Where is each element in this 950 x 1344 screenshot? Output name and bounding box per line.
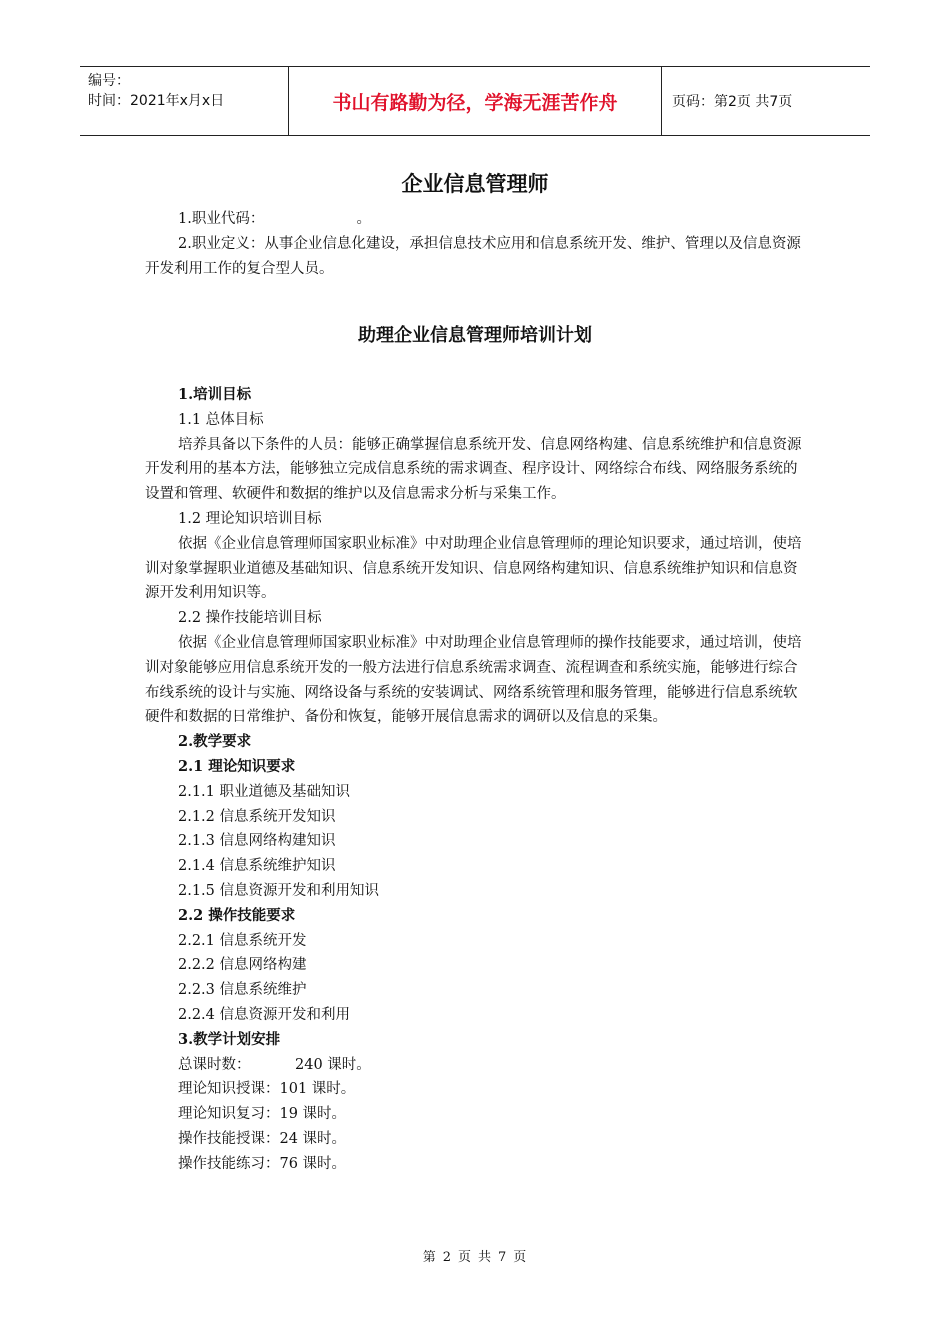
schedule-label: 操作技能练习：: [178, 1155, 280, 1172]
section-2-1-heading: 2.1 理论知识要求: [178, 757, 296, 775]
section-1-1-text: 培养具备以下条件的人员：能够正确掌握信息系统开发、信息网络构建、信息系统维护和信息资源开发利用的基本方法，能够独立完成信息系统的需求调查、程序设计、网络综合布线、网络服务系统的设置和管理、软硬件和数据的维护以及信息需求分析与采集工作。: [145, 436, 802, 503]
page-footer: [0, 1246, 950, 1265]
schedule-value: 19 课时。: [279, 1106, 347, 1123]
list-item: 2.2.4 信息资源开发和利用: [178, 1006, 351, 1023]
list-item: 2.1.4 信息系统维护知识: [178, 858, 336, 875]
schedule-row: [145, 1127, 807, 1152]
number-label: 编号：: [88, 73, 130, 89]
footer-total-prefix: 共: [478, 1250, 493, 1265]
schedule-value: 240 课时。: [295, 1056, 371, 1073]
schedule-label: 理论知识复习：: [178, 1106, 280, 1123]
footer-page-prefix: 第: [422, 1250, 437, 1265]
schedule-row: [145, 1152, 807, 1177]
section-3-heading: 3.教学计划安排: [178, 1030, 281, 1048]
schedule-value: 101 课时。: [279, 1081, 356, 1098]
schedule-label: 总课时数：: [178, 1056, 251, 1073]
list-item: 2.1.3 信息网络构建知识: [178, 833, 336, 850]
list-item: 2.2.3 信息系统维护: [178, 982, 307, 999]
section-1-heading: 1.培训目标: [178, 386, 252, 403]
list-item: 2.1.5 信息资源开发和利用知识: [178, 882, 380, 899]
schedule-value: 76 课时。: [279, 1155, 347, 1172]
list-item: 2.1.2 信息系统开发知识: [178, 808, 336, 825]
header-motto: 书山有路勤为径，学海无涯苦作舟: [289, 67, 662, 136]
section-2-heading: 2.教学要求: [178, 733, 252, 751]
list-item: 2.2.2 信息网络构建: [178, 957, 307, 974]
document-subtitle: 助理企业信息管理师培训计划: [358, 325, 592, 346]
section-1-2-text: 依据《企业信息管理师国家职业标准》中对助理企业信息管理师的理论知识要求，通过培训，使培训对象掌握职业道德及基础知识、信息系统开发知识、信息网络构建知识、信息系统维护知识和信息资源开发利用知识等。: [145, 535, 802, 602]
section-2-2-text: 依据《企业信息管理师国家职业标准》中对助理企业信息管理师的操作技能要求，通过培训，使培训对象能够应用信息系统开发的一般方法进行信息系统需求调查、流程调查和系统实施，能够进行综合布线系统的设计与实施、网络设备与系统的安装调试、网络系统管理和服务管理，能够进行信息系统软硬件和数据的日常维护、备份和恢复，能够开展信息需求的调研以及信息的采集。: [145, 634, 802, 726]
section-1-2-heading: 1.2 理论知识培训目标: [178, 510, 322, 527]
intro-block: [145, 207, 807, 281]
schedule-value: 24 课时。: [279, 1130, 347, 1147]
document-title: 企业信息管理师: [401, 172, 549, 196]
section-2-2-heading: 2.2 操作技能培训目标: [178, 610, 322, 627]
section-2-2b-heading: 2.2 操作技能要求: [178, 906, 296, 924]
list-item: 2.2.1 信息系统开发: [178, 932, 307, 949]
footer-page-word-2: 页: [513, 1250, 528, 1265]
header-table: [80, 66, 870, 136]
list-item: 2.1.1 职业道德及基础知识: [178, 783, 351, 800]
header-page-label: 页码：第2页 共7页: [662, 67, 871, 136]
footer-page-word: 页: [457, 1250, 472, 1265]
header-meta: [80, 67, 289, 136]
body-block: [145, 383, 807, 1177]
schedule-label: 操作技能授课：: [178, 1130, 280, 1147]
intro-definition: 2.职业定义：从事企业信息化建设，承担信息技术应用和信息系统开发、维护、管理以及信息资源开发利用工作的复合型人员。: [145, 235, 801, 277]
schedule-row: [145, 1077, 807, 1102]
schedule-row: [145, 1102, 807, 1127]
footer-total-pages: 7: [498, 1250, 508, 1265]
section-1-1-heading: 1.1 总体目标: [178, 411, 264, 428]
time-label: 时间：2021年x月x日: [88, 93, 225, 109]
schedule-label: 理论知识授课：: [178, 1081, 280, 1098]
intro-code: 1.职业代码： 。: [178, 211, 372, 227]
footer-current-page: 2: [442, 1250, 452, 1265]
schedule-row: [145, 1053, 807, 1078]
